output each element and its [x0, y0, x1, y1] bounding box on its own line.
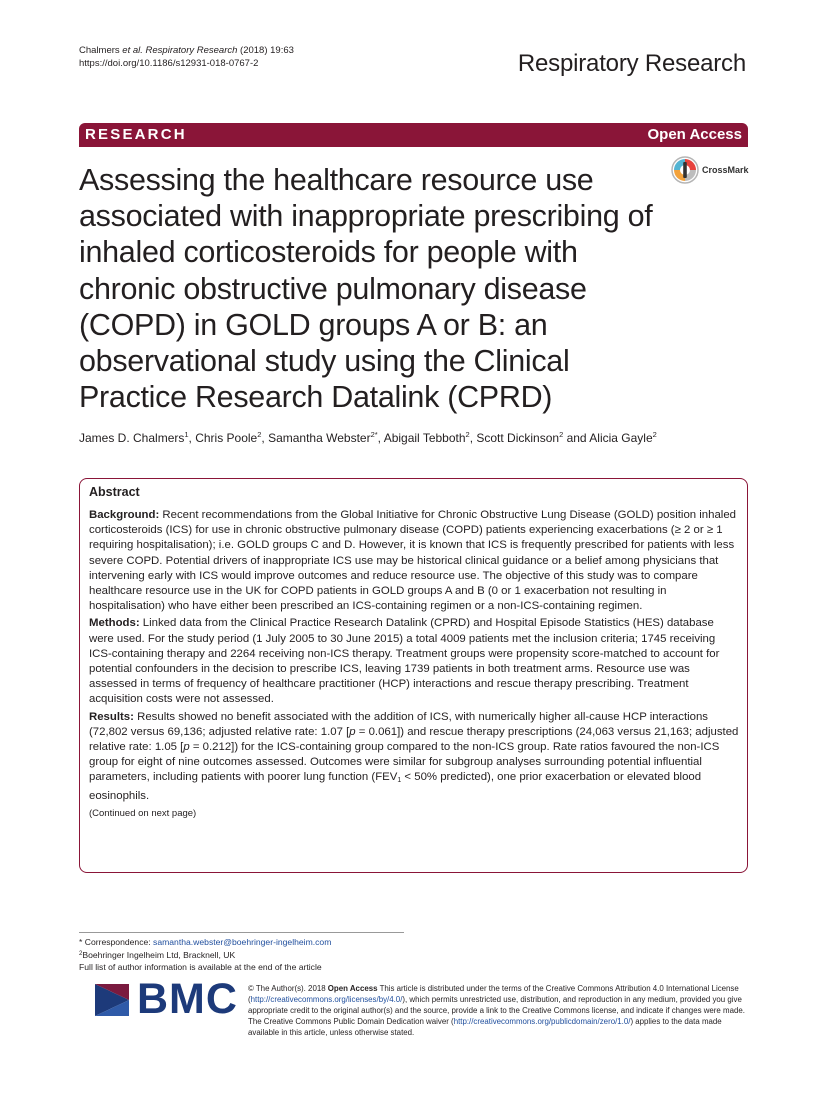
affiliation-number: 2 [79, 951, 83, 957]
abstract-results [89, 710, 739, 804]
license-text: ) applies to the data made available in this article, unless otherwise stated. [248, 1017, 722, 1038]
license-text: This article is distributed under the terms of the Creative Commons Attribution 4.0 International License ( [248, 984, 739, 1005]
methods-label: Methods: [89, 617, 140, 630]
section-label: RESEARCH [85, 126, 187, 143]
author-name[interactable]: Abigail Tebboth [383, 431, 466, 445]
bmc-logo-text: BMC [137, 975, 238, 1023]
author-affiliation: 2 [465, 430, 470, 439]
author-name[interactable]: Samantha Webster [268, 431, 371, 445]
bmc-mark-icon [91, 980, 137, 1020]
abstract-box [79, 478, 748, 873]
methods-text: Linked data from the Clinical Practice Research Datalink (CPRD) and Hospital Episode Statistics (HES) database were used. For the study period (1 July 2005 to 30 June 2015) a total 4009 patients met the inclusion criteria; 1745 receiving ICS-containing therapy and 2264 receiving non-ICS therapy. Treatment groups were propensity score-matched to account for potential confounders in the decision to prescribe ICS, leaving 1739 patients in both treatment arms. Resource use was assessed in terms of frequency of healthcare practitioner (HCP) interactions and rescue therapy prescribing. Treatment acquisition costs were not assessed. [89, 617, 720, 706]
author-separator: , [377, 431, 384, 445]
crossmark-label: CrossMark [702, 165, 749, 175]
author-affiliation: 2 [257, 430, 262, 439]
license-link[interactable]: http://creativecommons.org/licenses/by/4.0/ [250, 995, 403, 1005]
affiliation-text: Boehringer Ingelheim Ltd, Bracknell, UK [82, 950, 236, 960]
open-access-label: Open Access [647, 126, 742, 143]
citation [79, 44, 294, 70]
author-name[interactable]: James D. Chalmers [79, 431, 185, 445]
author-list [79, 430, 657, 445]
article-title: Assessing the healthcare resource use associated with inappropriate prescribing of inhaled corticosteroids for people with chronic obstructive pulmonary disease (COPD) in GOLD groups A or B: an observational study using the Clinical Practice Research Datalink (CPRD) [79, 163, 653, 415]
author-name[interactable]: Alicia Gayle [589, 431, 653, 445]
author-affiliation: 2 [559, 430, 564, 439]
author-separator: , [469, 431, 477, 445]
results-label: Results: [89, 710, 134, 723]
continued-note: (Continued on next page) [89, 807, 197, 819]
p-symbol: p [183, 741, 190, 754]
open-access-bold: Open Access [327, 984, 378, 993]
author-separator: , [261, 431, 269, 445]
background-text: Recent recommendations from the Global Initiative for Chronic Obstructive Lung Disease (GOLD) position inhaled corticosteroids (ICS) for use in chronic obstructive pulmonary disease (COPD) patients experiencing exacerbations (≥ 2 or ≥ 1 requiring hospitalisation); i.e. GOLD groups C and D. However, it is known that ICS is frequently prescribed for patients with less severe COPD. Potential drivers of inappropriate ICS use may be historical clinical guidance or a belief among physicians that intervening early with ICS would improve outcomes and reduce resource use. The objective of this study was to compare healthcare resource use in the UK for COPD patients in GOLD groups A and B (0 or 1 exacerbation not resulting in hospitalisation) who have either been prescribed an ICS-containing regimen or a non-ICS-containing regimen. [89, 509, 737, 613]
section-banner [79, 123, 748, 147]
author-affiliation: 1 [184, 430, 189, 439]
bmc-logo[interactable] [91, 975, 238, 1023]
correspondence-label: * Correspondence: [79, 937, 154, 947]
abstract-background [89, 508, 739, 614]
doi-link[interactable]: https://doi.org/10.1186/s12931-018-0767-2 [79, 58, 259, 69]
background-label: Background: [89, 509, 160, 521]
copyright-text: © The Author(s). 2018 [248, 984, 328, 993]
crossmark-icon [671, 156, 699, 184]
journal-title: Respiratory Research [517, 50, 746, 77]
results-text: = 0.212]) for the ICS-containing group compared to the non-ICS group. Rate ratios favoured the non-ICS group for eight of nine outcomes assessed. Outcomes were similar for subgroup analyses surrounding potential influential parameters, including patients with poorer lung function (FEV [89, 741, 720, 784]
results-text: = 0.061]) and rescue therapy prescriptions (24,063 versus 21,163; adjusted relative rate: 1.05 [ [89, 725, 739, 754]
footnote-divider [79, 932, 404, 933]
p-symbol: p [349, 725, 356, 738]
license-statement [248, 983, 748, 1038]
citation-year: (2018) 19:63 [237, 45, 294, 56]
author-separator: and [563, 431, 590, 445]
waiver-link[interactable]: http://creativecommons.org/publicdomain/zero/1.0/ [453, 1017, 631, 1027]
license-text: ), which permits unrestricted use, distribution, and reproduction in any medium, provided you give appropriate credit to the original author(s) and the source, provide a link to the Creative Commons license, and indicate if changes were made. The Creative Commons Public Domain Dedication waiver ( [248, 995, 745, 1027]
author-name[interactable]: Chris Poole [195, 431, 258, 445]
abstract-methods [89, 616, 739, 707]
footnotes [79, 936, 331, 973]
results-text: Results showed no benefit associated with the addition of ICS, with numerically higher all-cause HCP interactions (72,802 versus 69,136; adjusted relative rate: 1.07 [ [89, 710, 709, 738]
abstract-heading: Abstract [89, 485, 140, 499]
citation-authors: Chalmers [79, 45, 123, 56]
correspondence-email-link[interactable]: samantha.webster@boehringer-ingelheim.com [153, 937, 332, 947]
author-separator: , [188, 431, 196, 445]
results-text: < 50% predicted), one prior exacerbation or elevated blood eosinophils. [89, 771, 702, 802]
citation-etal: et al. Respiratory Research [122, 45, 238, 56]
fev-subscript: 1 [397, 777, 402, 785]
author-info-note: Full list of author information is available at the end of the article [79, 962, 322, 972]
author-name[interactable]: Scott Dickinson [476, 431, 560, 445]
abstract-body [89, 508, 739, 821]
author-affiliation: 2* [370, 430, 378, 439]
crossmark-badge[interactable] [671, 156, 751, 186]
author-affiliation: 2 [652, 430, 657, 439]
